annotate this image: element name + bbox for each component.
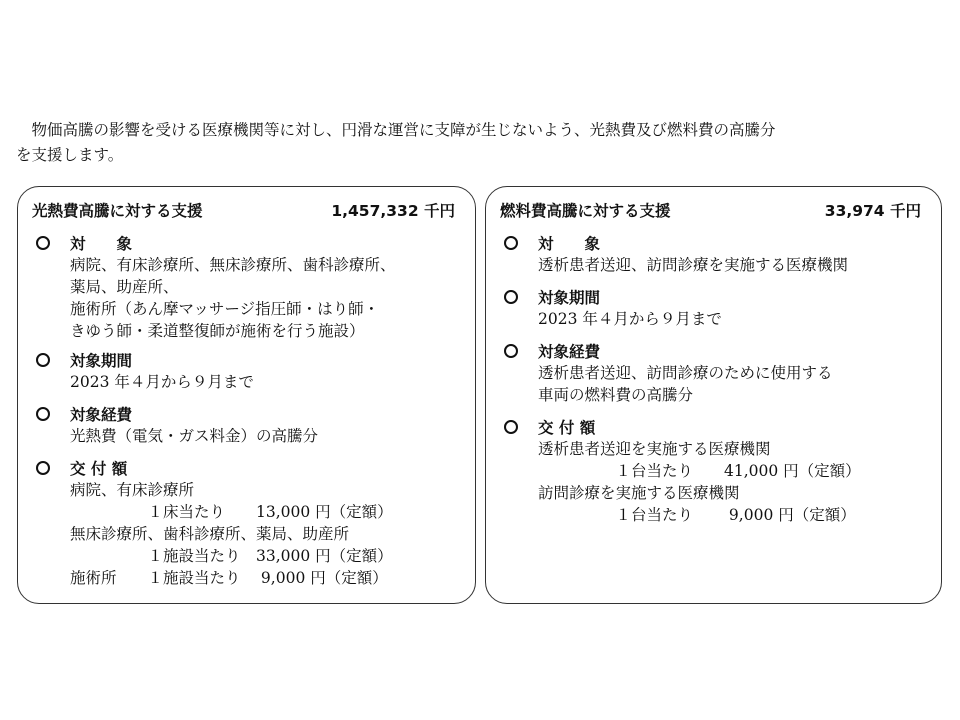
panel-amount: 33,974 千円	[824, 202, 921, 220]
section-line: 薬局、助産所、	[70, 278, 179, 296]
grant-line: 無床診療所、歯科診療所、薬局、助産所	[70, 525, 350, 543]
section-line: 透析患者送迎、訪問診療のために使用する	[538, 364, 833, 382]
grant-line: 病院、有床診療所	[70, 481, 195, 499]
grant-line: １台当たり 41,000 円（定額）	[538, 462, 861, 480]
circle-bullet-icon	[36, 353, 50, 367]
circle-bullet-icon	[504, 344, 518, 358]
circle-bullet-icon	[504, 420, 518, 434]
grant-line: １床当たり 13,000 円（定額）	[70, 503, 393, 521]
panel-amount: 1,457,332 千円	[331, 202, 455, 220]
grant-line: 訪問診療を実施する医療機関	[538, 484, 740, 502]
circle-bullet-icon	[504, 290, 518, 304]
section-line: 施術所（あん摩マッサージ指圧師・はり師・	[70, 300, 380, 318]
section-period	[500, 286, 931, 330]
section-line: 車両の燃料費の高騰分	[538, 386, 694, 404]
section-target	[500, 232, 931, 276]
section-period	[32, 349, 465, 393]
section-line: 2023 年４月から９月まで	[70, 373, 254, 391]
panel-header	[32, 199, 461, 221]
circle-bullet-icon	[504, 236, 518, 250]
section-label: 対象経費	[70, 406, 133, 424]
section-target	[32, 232, 465, 342]
section-line: 光熱費（電気・ガス料金）の高騰分	[70, 427, 319, 445]
section-label: 対象期間	[538, 289, 601, 307]
section-expense	[500, 340, 931, 406]
intro-paragraph	[16, 118, 944, 168]
section-label: 対 象	[538, 235, 601, 253]
intro-line-2: を支援します。	[16, 146, 124, 164]
section-grant	[500, 416, 931, 526]
circle-bullet-icon	[36, 461, 50, 475]
section-line: きゆう師・柔道整復師が施術を行う施設）	[70, 322, 365, 340]
panel-title: 光熱費高騰に対する支援	[32, 202, 203, 220]
section-label: 対象経費	[538, 343, 601, 361]
circle-bullet-icon	[36, 236, 50, 250]
section-expense	[32, 403, 465, 447]
section-grant	[32, 457, 465, 589]
utility-cost-support-panel	[17, 186, 476, 604]
grant-line: 透析患者送迎を実施する医療機関	[538, 440, 771, 458]
section-label: 交 付 額	[70, 460, 128, 478]
section-line: 2023 年４月から９月まで	[538, 310, 722, 328]
section-label: 対 象	[70, 235, 133, 253]
panel-title: 燃料費高騰に対する支援	[500, 202, 671, 220]
fuel-cost-support-panel	[485, 186, 942, 604]
circle-bullet-icon	[36, 407, 50, 421]
section-line: 病院、有床診療所、無床診療所、歯科診療所、	[70, 256, 396, 274]
intro-line-1: 物価高騰の影響を受ける医療機関等に対し、円滑な運営に支障が生じないよう、光熱費及び燃料費の高騰分	[16, 121, 776, 139]
grant-line: １台当たり 9,000 円（定額）	[538, 506, 856, 524]
panel-header	[500, 199, 927, 221]
section-label: 対象期間	[70, 352, 133, 370]
section-line: 透析患者送迎、訪問診療を実施する医療機関	[538, 256, 849, 274]
grant-line: 施術所 １施設当たり 9,000 円（定額）	[70, 569, 388, 587]
section-label: 交 付 額	[538, 419, 596, 437]
grant-line: １施設当たり 33,000 円（定額）	[70, 547, 393, 565]
